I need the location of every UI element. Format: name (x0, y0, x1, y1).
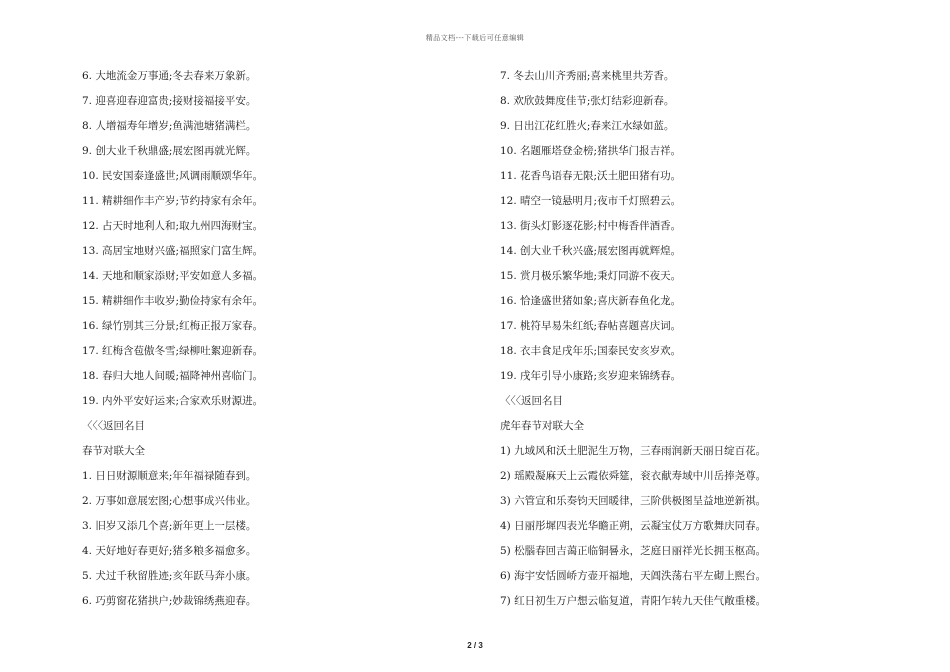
text-line: 17. 红梅含苞傲冬雪;绿柳吐絮迎新春。 (82, 345, 264, 357)
text-line: 4) 日丽彤墀四表光华瞻正朔，云凝宝仗万方歌舞庆同春。 (500, 520, 767, 532)
text-line: 3) 六管宣和乐奏钧天回暖律，三阶供极图呈益地逆新祺。 (500, 495, 767, 507)
text-line: 5) 松腦春回吉蔼正临铜晷永，芝庭日丽祥光长拥玉枢高。 (500, 545, 767, 557)
text-line: 14. 创大业千秋兴盛;展宏图再就辉煌。 (500, 245, 682, 257)
text-line: 13. 高居宝地财兴盛;福照家门富生辉。 (82, 245, 264, 257)
text-line: 6) 海宇安恬圆峤方壶开福地，天阊泆荡右平左砌上熙台。 (500, 570, 767, 582)
section-heading: 春节对联大全 (82, 445, 145, 457)
text-line: 18. 春归大地人间暖;福降神州喜临门。 (82, 370, 264, 382)
text-line: 12. 晴空一镜悬明月;夜市千灯照碧云。 (500, 195, 682, 207)
text-line: 1) 九域风和沃土肥泥生万物，三春雨润新天丽日绽百花。 (500, 445, 767, 457)
text-line: 8. 人增福寿年增岁;鱼满池塘猪满栏。 (82, 120, 257, 132)
text-line: 16. 恰逢盛世猪如象;喜庆新春鱼化龙。 (500, 295, 682, 307)
text-line: 2. 万事如意展宏图;心想事成兴伟业。 (82, 495, 257, 507)
text-line: 12. 占天时地利人和;取九州四海财宝。 (82, 220, 264, 232)
text-line: 13. 街头灯影逐花影;村中梅香伴酒香。 (500, 220, 682, 232)
text-line: 9. 创大业千秋鼎盛;展宏图再就光辉。 (82, 145, 257, 157)
text-line: 7) 红日初生万户想云临复道，青阳乍转九天佳气敞重楼。 (500, 595, 767, 607)
page-number: 2 / 3 (467, 641, 483, 650)
text-line: 8. 欢欣鼓舞度佳节;张灯结彩迎新春。 (500, 95, 675, 107)
text-line: 15. 精耕细作丰收岁;勤俭持家有余年。 (82, 295, 264, 307)
text-line: 17. 桃符早易朱红纸;春帖喜题喜庆词。 (500, 320, 682, 332)
text-line: 11. 花香鸟语春无限;沃土肥田猪有功。 (500, 170, 682, 182)
text-line: 19. 内外平安好运来;合家欢乐财源进。 (82, 395, 264, 407)
page-header: 精品文档---下载后可任意编辑 (425, 34, 525, 42)
text-line: 16. 绿竹别其三分景;红梅正报万家春。 (82, 320, 264, 332)
text-line: 18. 衣丰食足戌年乐;国泰民安亥岁欢。 (500, 345, 682, 357)
section-heading: 虎年春节对联大全 (500, 420, 584, 432)
text-line: 6. 巧剪窗花猪拱户;妙裁锦绣燕迎春。 (82, 595, 257, 607)
text-line: 2) 瑶殿凝麻天上云霞依舜筵，衮衣献寿域中川岳捧尧尊。 (500, 470, 767, 482)
text-line: 10. 名题雁塔登金榜;猪拱华门报吉祥。 (500, 145, 682, 157)
back-to-contents-link[interactable]: 〈〈〈返回名目 (500, 395, 563, 407)
text-line: 6. 大地流金万事通;冬去春来万象新。 (82, 70, 257, 82)
text-line: 7. 迎喜迎春迎富贵;接财接福接平安。 (82, 95, 257, 107)
left-column (82, 64, 442, 614)
text-line: 9. 日出江花红胜火;春来江水绿如蓝。 (500, 120, 675, 132)
text-line: 14. 天地和顺家添财;平安如意人多福。 (82, 270, 264, 282)
text-line: 11. 精耕细作丰产岁;节约持家有余年。 (82, 195, 264, 207)
text-line: 7. 冬去山川齐秀丽;喜来桃里共芳香。 (500, 70, 675, 82)
back-to-contents-link[interactable]: 〈〈〈返回名目 (82, 420, 145, 432)
text-line: 15. 赏月极乐繁华地;秉灯同游不夜天。 (500, 270, 682, 282)
text-line: 3. 旧岁又添几个喜;新年更上一层楼。 (82, 520, 257, 532)
text-line: 10. 民安国泰逢盛世;风调雨顺颂华年。 (82, 170, 264, 182)
text-line: 4. 天好地好春更好;猪多粮多福愈多。 (82, 545, 257, 557)
text-line: 19. 戌年引导小康路;亥岁迎来锦绣春。 (500, 370, 682, 382)
right-column (500, 64, 860, 614)
text-line: 5. 犬过千秋留胜迹;亥年跃马奔小康。 (82, 570, 257, 582)
text-line: 1. 日日财源顺意来;年年福禄随春到。 (82, 470, 257, 482)
